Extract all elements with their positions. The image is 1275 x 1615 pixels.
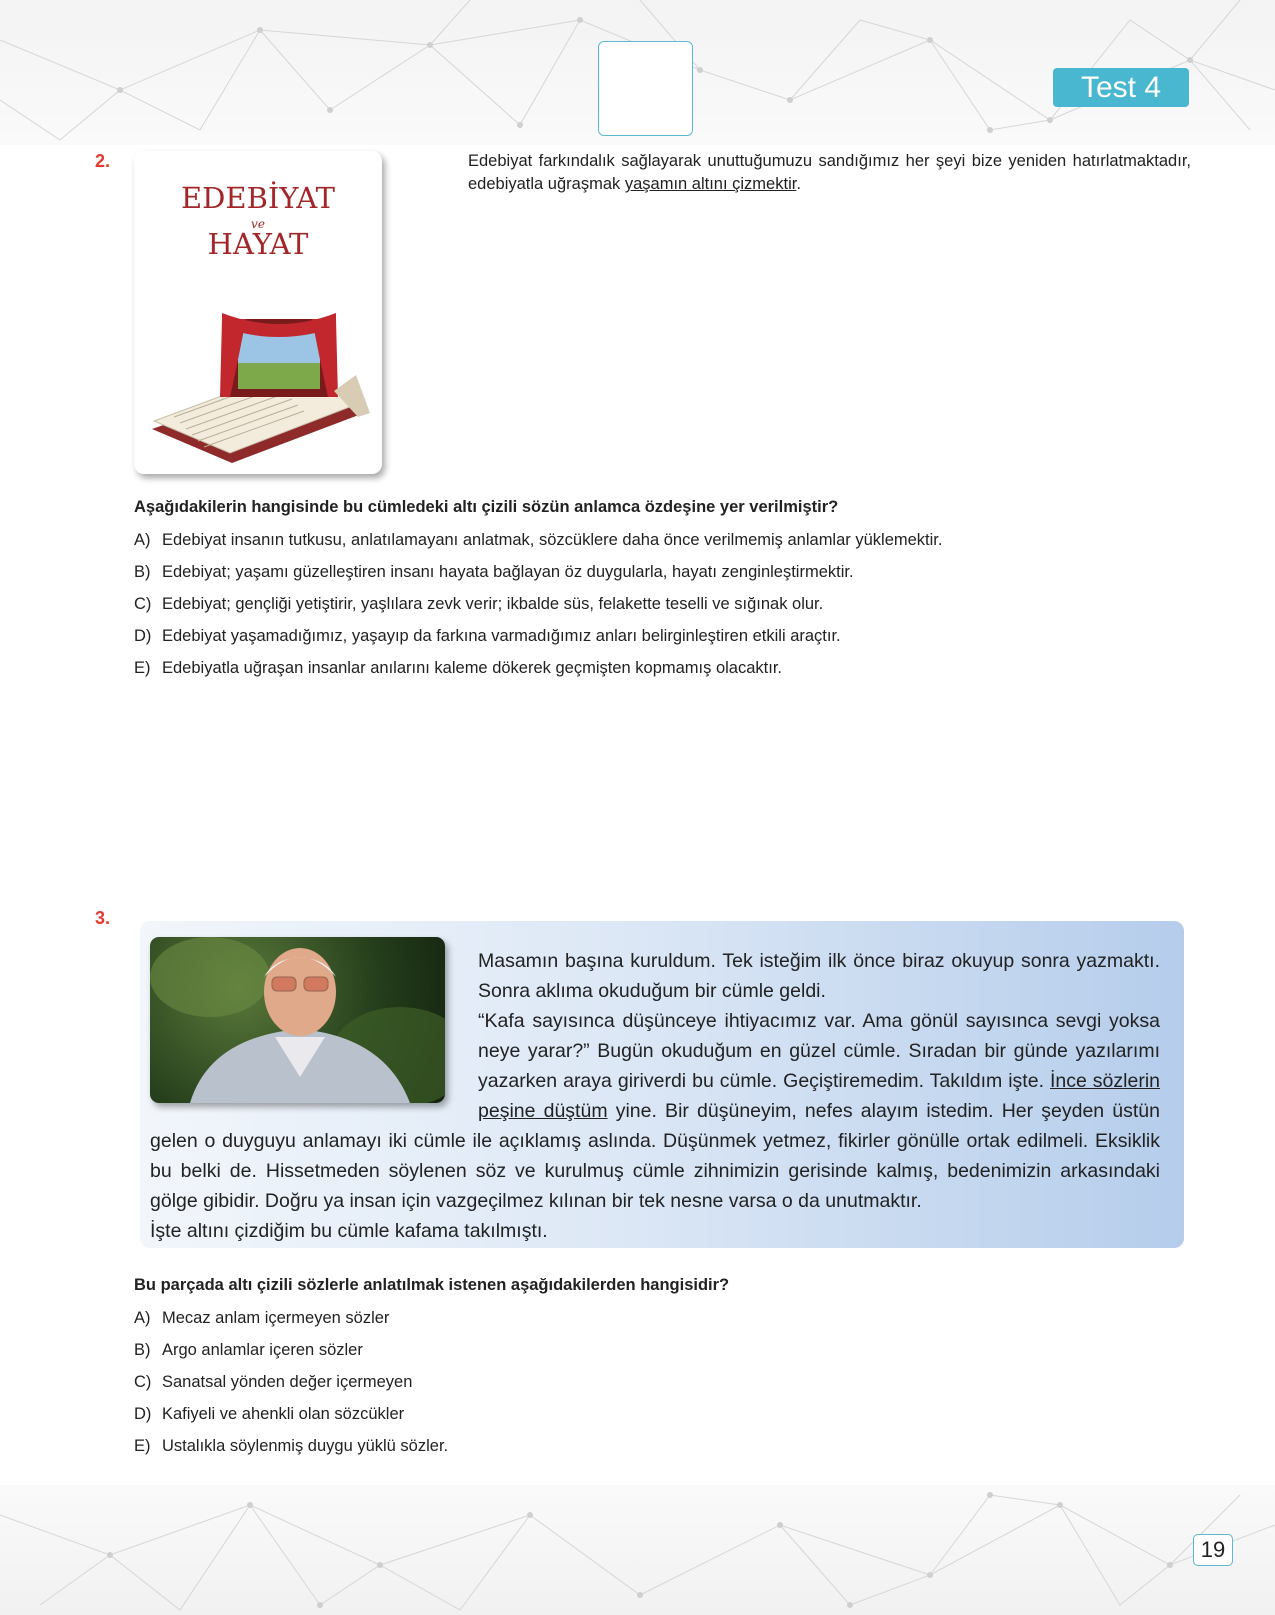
header-center-box	[598, 41, 693, 136]
footer-background	[0, 1485, 1275, 1615]
book-title-line2: HAYAT	[207, 227, 309, 261]
book-cover-image	[134, 151, 382, 474]
network-pattern-bottom	[0, 1485, 1275, 1615]
question-3-options	[134, 1308, 448, 1468]
question-2-number: 2.	[95, 151, 111, 171]
question-3-number: 3.	[95, 908, 111, 928]
question-3-passage: Masamın başına kuruldum. Tek isteğim ilk önce biraz okuyup sonra yazmaktı. Sonra aklıma okuduğum bir cümle geldi. “Kafa sayısınca düşünceye ihtiyacımız var. Ama gönül sayısınca sevgi yoksa neye yarar?” Bugün okuduğum en güzel cümle. Sıradan bir günde yazılarımı yazarken araya giriverdi bu cümle. Geçiştiremedim. Takıldım işte. İnce sözlerin peşine düştüm yine. Bir düşüneyim, nefes alayım istedim. Her şeyden üstün gelen o duyguyu anlamayı iki cümle ile açıklamış aslında. Düşünmek yetmez, fikirler gönülle ortak edilmeli. Eksiklik bu belki de. Hissetmeden söylenen söz ve kurulmuş cümle zihnimizin gerisinde kalmış, bedenimizin arkasındaki gölge gibidir. Doğru ya insan için vazgeçilmez kılınan bir tek nesne varsa o da unutmaktır. İşte altını çizdiğim bu cümle kafama takılmıştı.	[150, 950, 1160, 1242]
question-3-prompt: Bu parçada altı çizili sözlerle anlatılmak istenen aşağıdakilerden hangisidir?	[134, 1276, 730, 1294]
page-number: 19	[1193, 1534, 1233, 1566]
underlined-phrase: yaşamın altını çizmektir	[624, 175, 797, 193]
option-a[interactable]: A) Edebiyat insanın tutkusu, anlatılamayanı anlatmak, sözcüklere daha önce verilmemiş anlamlar yüklemektir.	[134, 531, 943, 549]
open-book-stage-illustration	[134, 151, 382, 474]
option-e[interactable]: E) Ustalıkla söylenmiş duygu yüklü sözler.	[134, 1437, 449, 1455]
test-badge: Test 4	[1053, 68, 1189, 107]
option-d[interactable]: D) Edebiyat yaşamadığımız, yaşayıp da farkına varmadığımız anları belirginleştiren etkili araçtır.	[134, 627, 841, 645]
question-2-prompt: Aşağıdakilerin hangisinde bu cümledeki altı çizili sözün anlamca özdeşine yer verilmiştir?	[134, 498, 839, 516]
book-title-line1: EDEBİYAT	[181, 181, 335, 215]
option-b[interactable]: B) Edebiyat; yaşamı güzelleştiren insanı hayata bağlayan öz duygularla, hayatı zenginleştirmektir.	[134, 563, 854, 581]
book-title-and: ve	[251, 217, 265, 231]
option-c[interactable]: C) Sanatsal yönden değer içermeyen	[134, 1373, 413, 1391]
option-b[interactable]: B) Argo anlamlar içeren sözler	[134, 1341, 363, 1359]
option-c[interactable]: C) Edebiyat; gençliği yetiştirir, yaşlılara zevk verir; ikbalde süs, felakette teselli ve sığınak olur.	[134, 595, 824, 613]
underlined-phrase: İnce sözlerin peşine düştüm	[478, 1070, 1160, 1122]
question-2-options	[134, 530, 942, 690]
question-2-intro: Edebiyat farkındalık sağlayarak unuttuğumuzu sandığımız her şeyi bize yeniden hatırlatmaktadır, edebiyatla uğraşmak yaşamın altını çizmektir.	[468, 152, 1191, 193]
option-d[interactable]: D) Kafiyeli ve ahenkli olan sözcükler	[134, 1405, 405, 1423]
option-e[interactable]: E) Edebiyatla uğraşan insanlar anılarını kaleme dökerek geçmişten kopmamış olacaktır.	[134, 659, 782, 677]
option-a[interactable]: A) Mecaz anlam içermeyen sözler	[134, 1309, 390, 1327]
